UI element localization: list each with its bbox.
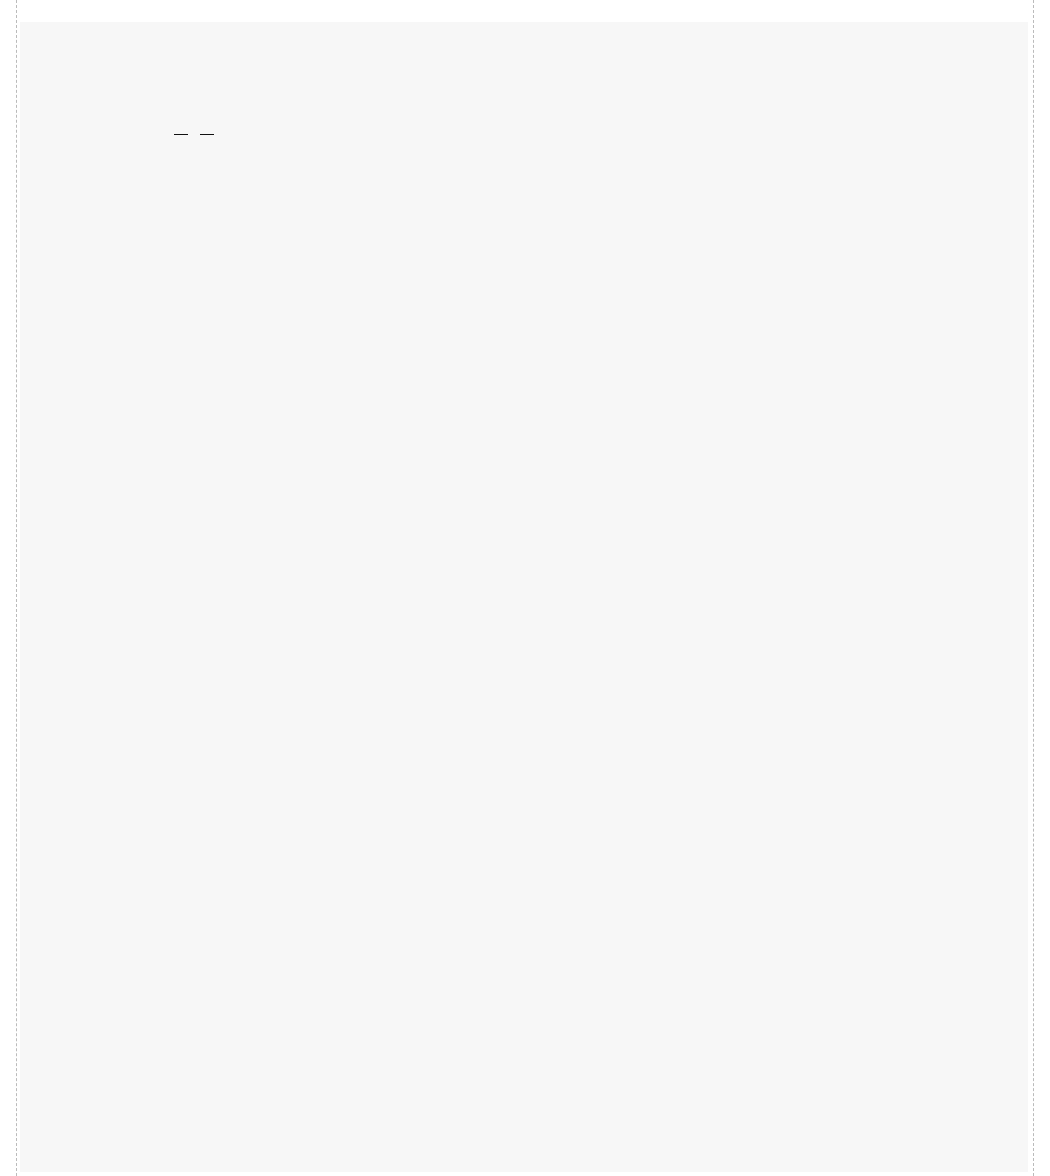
right-dashed-border [1033, 0, 1034, 1176]
time-signature-4-4 [174, 134, 188, 135]
right-watermark-strip [1034, 0, 1050, 1176]
left-watermark-strip [0, 0, 16, 1176]
score-page [20, 22, 1028, 1172]
left-dashed-border [16, 0, 17, 1176]
time-signature-2-4 [200, 134, 214, 135]
